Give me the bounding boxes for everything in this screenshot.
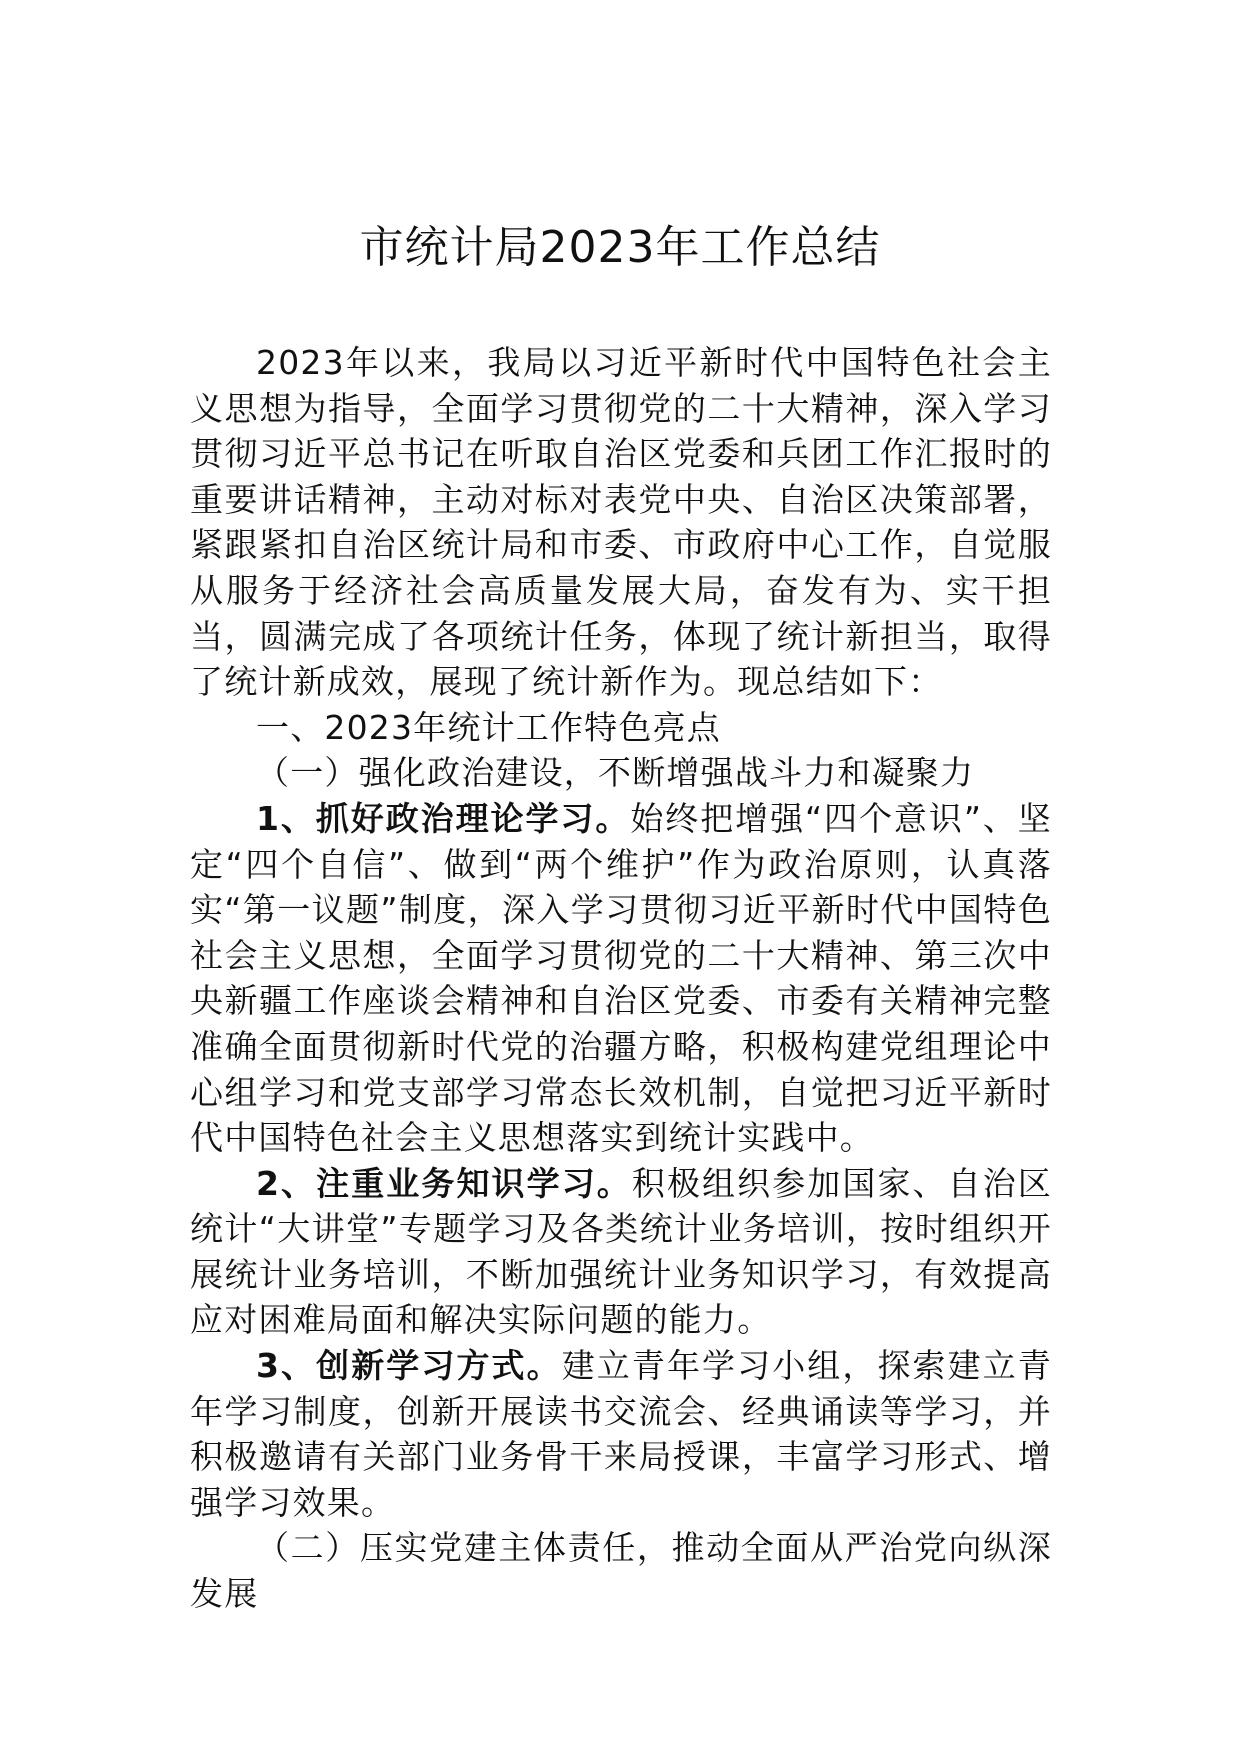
- item-lead-3: 3、创新学习方式。: [256, 1346, 562, 1386]
- item-lead-1: 1、抓好政治理论学习。: [256, 798, 631, 838]
- subsection-heading-2: （二）压实党建主体责任，推动全面从严治党向纵深发展: [190, 1528, 1052, 1614]
- intro-paragraph: 2023年以来，我局以习近平新时代中国特色社会主义思想为指导，全面学习贯彻党的二十大精神，深入学习贯彻习近平总书记在听取自治区党委和兵团工作汇报时的重要讲话精神，主动对标对表党中央、自治区决策部署，紧跟紧扣自治区统计局和市委、市政府中心工作，自觉服从服务于经济社会高质量发展大局，奋发有为、实干担当，圆满完成了各项统计任务，体现了统计新担当，取得了统计新成效，展现了统计新作为。现总结如下：: [190, 343, 1052, 702]
- document-body: [190, 340, 1052, 1617]
- section-heading-1: 一、2023年统计工作特色亮点: [256, 707, 721, 747]
- item-text-1: 始终把增强“四个意识”、坚定“四个自信”、做到“两个维护”作为政治原则，认真落实“第一议题”制度，深入学习贯彻习近平新时代中国特色社会主义思想，全面学习贯彻党的二十大精神、第三次中央新疆工作座谈会精神和自治区党委、市委有关精神完整准确全面贯彻新时代党的治疆方略，积极构建党组理论中心组学习和党支部学习常态长效机制，自觉把习近平新时代中国特色社会主义思想落实到统计实践中。: [190, 798, 1052, 1158]
- item-lead-2: 2、注重业务知识学习。: [256, 1163, 632, 1203]
- item-paragraph-2: [190, 1161, 1052, 1343]
- subsection-heading-1: （一）强化政治建设，不断增强战斗力和凝聚力: [256, 753, 975, 793]
- item-text-3: 建立青年学习小组，探索建立青年学习制度，创新开展读书交流会、经典诵读等学习，并积极邀请有关部门业务骨干来局授课，丰富学习形式、增强学习效果。: [190, 1346, 1052, 1522]
- item-paragraph-3: [190, 1343, 1052, 1525]
- item-paragraph-1: [190, 796, 1052, 1161]
- document-title: 市统计局2023年工作总结: [359, 222, 881, 273]
- item-text-2: 积极组织参加国家、自治区统计“大讲堂”专题学习及各类统计业务培训，按时组织开展统计业务培训，不断加强统计业务知识学习，有效提高应对困难局面和解决实际问题的能力。: [190, 1163, 1052, 1340]
